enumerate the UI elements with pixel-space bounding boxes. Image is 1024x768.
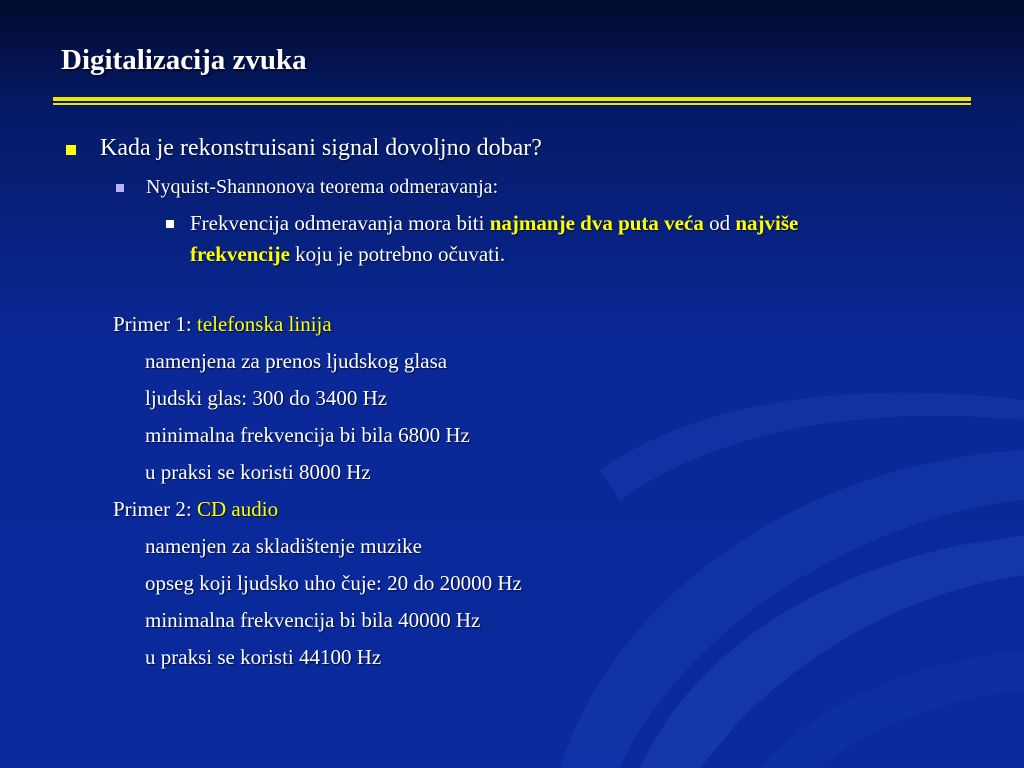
example-2-item: u praksi se koristi 44100 Hz: [145, 645, 382, 669]
example-1-item: namenjena za prenos ljudskog glasa: [145, 349, 448, 373]
example-1-item: ljudski glas: 300 do 3400 Hz: [145, 386, 388, 410]
level3-emphasis-frequency: frekvencije: [190, 242, 290, 266]
bullet-level2-icon: [116, 184, 124, 192]
example-1-heading: [113, 312, 332, 337]
bullet-level1-text: Kada je rekonstruisani signal dovoljno dobar?: [100, 135, 542, 161]
bullet-level3-icon: [166, 220, 174, 228]
level3-text-part1: Frekvencija odmeravanja mora biti: [190, 211, 490, 235]
example-1-label: Primer 1:: [113, 312, 197, 336]
bullet-level3-line1: [190, 211, 798, 236]
example-1-item: u praksi se koristi 8000 Hz: [145, 460, 371, 484]
bullet-level2-text: Nyquist-Shannonova teorema odmeravanja:: [146, 176, 499, 198]
slide-title: Digitalizacija zvuka: [61, 44, 307, 76]
level3-text-part2: od: [703, 211, 736, 235]
example-2-item: opseg koji ljudsko uho čuje: 20 do 20000 Hz: [145, 571, 522, 595]
level3-emphasis-twice: najmanje dva puta veća: [489, 211, 704, 235]
example-2-item: namenjen za skladištenje muzike: [145, 534, 422, 558]
bullet-level3-line2: [190, 242, 505, 267]
example-2-label: Primer 2:: [113, 497, 197, 521]
bullet-level1-icon: [66, 145, 76, 155]
level3-text-part3: koju je potrebno očuvati.: [289, 242, 506, 266]
example-2-highlight: CD audio: [197, 497, 279, 521]
level3-emphasis-highest: najviše: [735, 211, 799, 235]
example-2-item: minimalna frekvencija bi bila 40000 Hz: [145, 608, 481, 632]
example-1-highlight: telefonska linija: [197, 312, 332, 336]
example-1-item: minimalna frekvencija bi bila 6800 Hz: [145, 423, 470, 447]
example-2-heading: [113, 497, 278, 522]
